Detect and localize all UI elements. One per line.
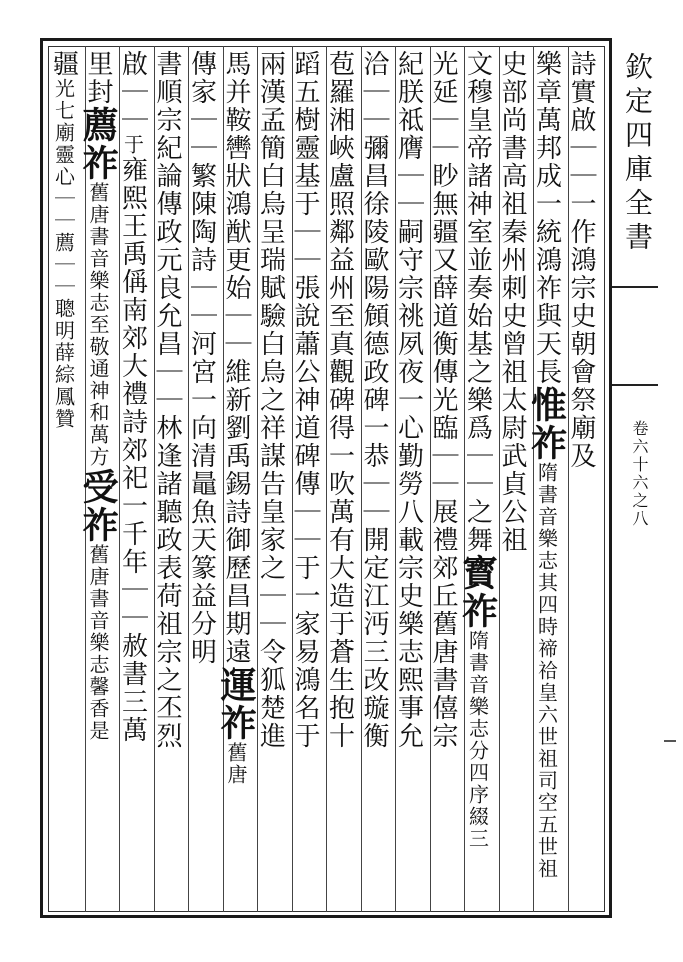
entry-heading: 寳祚 xyxy=(456,554,499,630)
text-column xyxy=(77,50,119,908)
annotation: 聰明薛綜鳳贊 xyxy=(51,298,76,430)
text-column xyxy=(117,50,153,908)
body-text: 蹈五樹靈基于｜｜張說蕭公神道碑傳｜｜于一家易鴻名于 xyxy=(290,50,320,750)
book-title: 欽定四庫全書 xyxy=(621,52,654,256)
body-text: 樂章萬邦成一統鴻祚與天長 xyxy=(531,50,562,386)
text-column xyxy=(428,50,464,908)
body-text: 洽｜｜彌昌徐陵歐陽頠德政碑一恭｜｜開定江沔三改璇衡 xyxy=(359,50,389,750)
annotation: 薦｜｜ xyxy=(51,232,76,298)
text-column xyxy=(497,50,533,908)
body-text: 書順宗紀論傳政元良允昌｜｜林逢諸聽政表荷祖宗之丕烈 xyxy=(152,50,182,750)
text-column xyxy=(566,50,602,908)
annotation: 舊唐 xyxy=(224,742,248,786)
body-text: 文穆皇帝諸神室並奏始基之樂爲｜｜之舞 xyxy=(462,50,493,554)
text-column xyxy=(215,50,257,908)
body-text: 馬并鞍轡狀鴻猷更始｜｜維新劉禹錫詩御歷昌期遠 xyxy=(221,50,251,666)
fish-tail-top xyxy=(612,286,658,288)
text-column xyxy=(359,50,395,908)
annotation: 和萬方 xyxy=(86,402,110,468)
annotation: 隋書音樂志 xyxy=(465,630,490,740)
annotation: 禘祫皇六世祖司空五世祖 xyxy=(534,638,559,880)
text-column xyxy=(48,50,84,908)
body-text: 光延｜｜眇無疆又薛道衡傳光臨｜｜展禮郊丘舊唐書僖宗 xyxy=(428,50,458,750)
text-column xyxy=(290,50,326,908)
body-text: 啟｜｜ xyxy=(117,50,148,134)
annotation: 舊唐書音樂志馨香是 xyxy=(86,544,110,742)
text-column xyxy=(525,50,568,908)
body-text: 史部尚書高祖秦州刺史曾祖太尉武貞公祖 xyxy=(497,50,527,554)
volume-label: 卷六十六之八 xyxy=(630,420,649,528)
entry-heading: 運祚 xyxy=(215,666,257,742)
body-text: 傳家｜｜繁陳陶詩｜｜河宮一向清鼂魚天篆益分明 xyxy=(186,50,217,666)
annotation: 于 xyxy=(120,134,145,156)
body-text: 雍熙王禹偁南郊大禮詩郊祀一千年｜｜赦書三萬 xyxy=(117,156,148,744)
annotation: 光七廟靈心｜｜ xyxy=(51,78,76,232)
body-text: 兩漢孟簡白烏呈瑞賦驗白烏之祥謀告皇家之｜｜令狐楚進 xyxy=(255,50,286,750)
text-column xyxy=(456,50,499,908)
text-column xyxy=(324,50,360,908)
body-text: 里封 xyxy=(83,50,113,106)
entry-heading: 薦祚 xyxy=(77,106,119,182)
edge-mark xyxy=(664,740,676,742)
annotation: 隋書音樂志其四時 xyxy=(534,462,559,638)
fish-tail-bottom xyxy=(612,384,658,386)
entry-heading: 受祚 xyxy=(77,468,119,544)
text-column xyxy=(255,50,291,908)
text-column xyxy=(393,50,429,908)
entry-heading: 惟祚 xyxy=(525,386,568,462)
body-text: 紀朕祗膺｜｜嗣守宗祧夙夜一心勤勞八載宗史樂志熙事允 xyxy=(393,50,424,750)
body-text: 詩實啟｜｜一作鴻宗史朝會祭廟及 xyxy=(566,50,596,470)
annotation: 分四序綴三 xyxy=(465,740,490,850)
body-text: 疆 xyxy=(48,50,79,78)
annotation: 舊唐書音樂志至敬通神 xyxy=(86,182,110,402)
body-text: 苞羅湘峽盧照鄰益州至真觀碑得一吹萬有大造于蒼生抱十 xyxy=(324,50,355,750)
text-column xyxy=(152,50,188,908)
text-column xyxy=(186,50,222,908)
